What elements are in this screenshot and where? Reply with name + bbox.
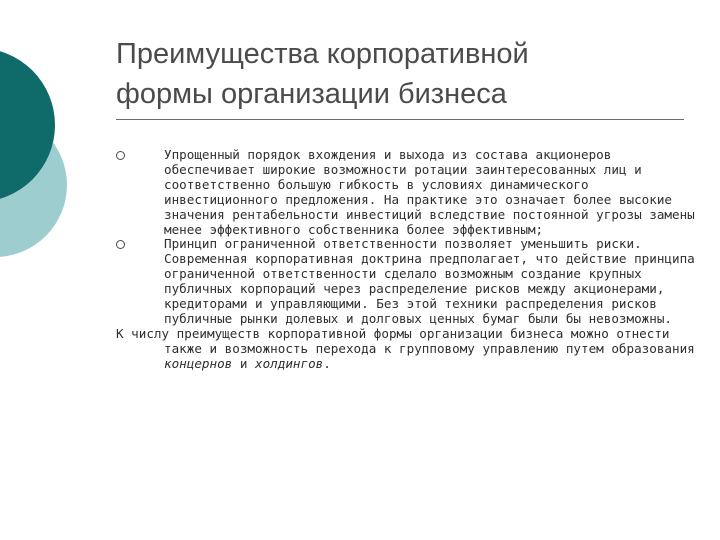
closing-emphasis-holdings: холдингов [255, 355, 324, 371]
closing-mid-text: и [232, 355, 255, 371]
closing-end-text: . [323, 355, 331, 371]
list-item [116, 148, 696, 237]
list-item-text: Упрощенный порядок вхождения и выхода из состава акционеров обеспечивает широкие возможности ротации заинтересованных лиц и соответственно большую гибкость в условиях динамического инвестиционного предложения. На практике это означает более высокие значения рентабельности инвестиций вследствие постоянной угрозы замены менее эффективного собственника более эффективным; [164, 147, 695, 237]
closing-emphasis-concerns: концернов [164, 355, 233, 371]
title-line-1: Преимущества корпоративной [116, 38, 529, 70]
hollow-circle-bullet-icon [116, 151, 125, 160]
list-item [116, 237, 696, 326]
closing-paragraph [116, 327, 696, 372]
list-item-text: Принцип ограниченной ответственности позволяет уменьшить риски. Современная корпоративная доктрина предполагает, что действие принципа ограниченной ответственности сделало возможным создание крупных публичных корпораций через распределение рисков между акционерами, кредиторами и управляющими. Без этой техники распределения рисков публичные рынки долевых и долговых ценных бумаг были бы невозможны. [164, 236, 695, 326]
closing-lead-text: К числу преимуществ корпоративной формы организации бизнеса можно отнести также и возможность перехода к групповому управлению путем образования [116, 325, 695, 356]
slide-body [116, 148, 696, 372]
hollow-circle-bullet-icon [116, 240, 125, 249]
decorative-circles [0, 0, 80, 290]
title-line-2: формы организации бизнеса [116, 78, 507, 110]
slide-title [116, 34, 696, 114]
title-divider [116, 119, 684, 120]
